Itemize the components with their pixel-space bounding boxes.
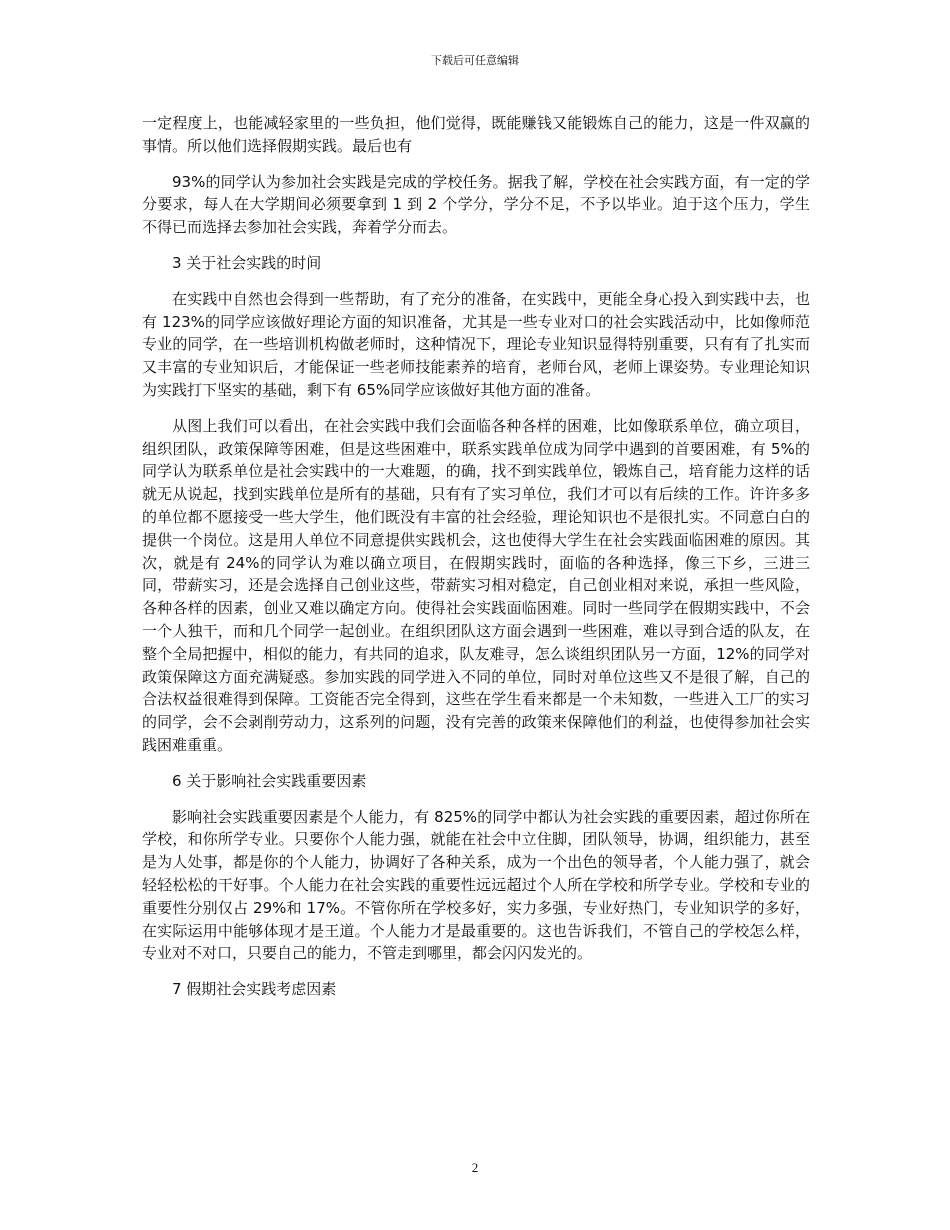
paragraph-preparation: 在实践中自然也会得到一些帮助，有了充分的准备，在实践中，更能全身心投入到实践中去，也有 123%的同学应该做好理论方面的知识准备，尤其是一些专业对口的社会实践活动中，比如像师范专业的同学，在一些培训机构做老师时，这种情况下，理论专业知识显得特别重要，只有有了扎实而又丰富的专业知识后，才能保证一些老师技能素养的培育，老师台风，老师上课姿势。专业理论知识为实践打下坚实的基础，剩下有 65%同学应该做好其他方面的准备。 <box>142 289 810 399</box>
page-number: 2 <box>471 1160 479 1175</box>
document-body <box>142 112 810 1014</box>
paragraph-personal-ability: 影响社会实践重要因素是个人能力，有 825%的同学中都认为社会实践的重要因素，超过你所在学校，和你所学专业。只要你个人能力强，就能在社会中立住脚，团队领导，协调，组织能力，甚至是为人处事，都是你的个人能力，协调好了各种关系，成为一个出色的领导者，个人能力强了，就会轻轻松松的干好事。个人能力在社会实践的重要性远远超过个人所在学校和所学专业。学校和专业的重要性分别仅占 29%和 17%。不管你所在学校多好，实力多强，专业好热门，专业知识学的多好，在实际运用中能够体现才是王道。个人能力才是最重要的。这也告诉我们，不管自己的学校怎么样，专业对不对口，只要自己的能力，不管走到哪里，都会闪闪发光的。 <box>142 807 810 963</box>
paragraph-difficulties: 从图上我们可以看出，在社会实践中我们会面临各种各样的困难，比如像联系单位，确立项目，组织团队，政策保障等困难，但是这些困难中，联系实践单位成为同学中遇到的首要困难，有 5%的同学认为联系单位是社会实践中的一大难题，的确，找不到实践单位，锻炼自己，培育能力这样的话就无从说起，找到实践单位是所有的基础，只有有了实习单位，我们才可以有后续的工作。许许多多的单位都不愿接受一些大学生，他们既没有丰富的社会经验，理论知识也不是很扎实。不同意白白的提供一个岗位。这是用人单位不同意提供实践机会，这也使得大学生在社会实践面临困难的原因。其次，就是有 24%的同学认为难以确立项目，在假期实践时，面临的各种选择，像三下乡，三进三同，带薪实习，还是会选择自己创业这些，带薪实习相对稳定，自己创业相对来说，承担一些风险，各种各样的因素，创业又难以确定方向。使得社会实践面临困难。同时一些同学在假期实践中，不会一个人独干，而和几个同学一起创业。在组织团队这方面会遇到一些困难，难以寻到合适的队友，在整个全局把握中，相似的能力，有共同的追求，队友难寻，怎么谈组织团队另一方面，12%的同学对政策保障这方面充满疑惑。参加实践的同学进入不同的单位，同时对单位这些又不是很了解，自己的合法权益很难得到保障。工资能否完全得到，这些在学生看来都是一个未知数，一些进入工厂的实习的同学，会不会剥削劳动力，这系列的问题，没有完善的政策来保障他们的利益，也使得参加社会实践困难重重。 <box>142 416 810 754</box>
section-heading-factors: 6 关于影响社会实践重要因素 <box>172 771 367 790</box>
section-heading-time: 3 关于社会实践的时间 <box>172 253 322 272</box>
page-header: 下载后可任意编辑 <box>431 54 519 67</box>
paragraph-school-task: 93%的同学认为参加社会实践是完成的学校任务。据我了解，学校在社会实践方面，有一定的学分要求，每人在大学期间必须要拿到 1 到 2 个学分，学分不足，不予以毕业。迫于这个压力，学生不得已而选择去参加社会实践，奔着学分而去。 <box>142 172 810 237</box>
paragraph-continuation: 一定程度上，也能减轻家里的一些负担，他们觉得，既能赚钱又能锻炼自己的能力，这是一件双赢的事情。所以他们选择假期实践。最后也有 <box>142 114 810 155</box>
section-heading-considerations: 7 假期社会实践考虑因素 <box>172 980 337 999</box>
